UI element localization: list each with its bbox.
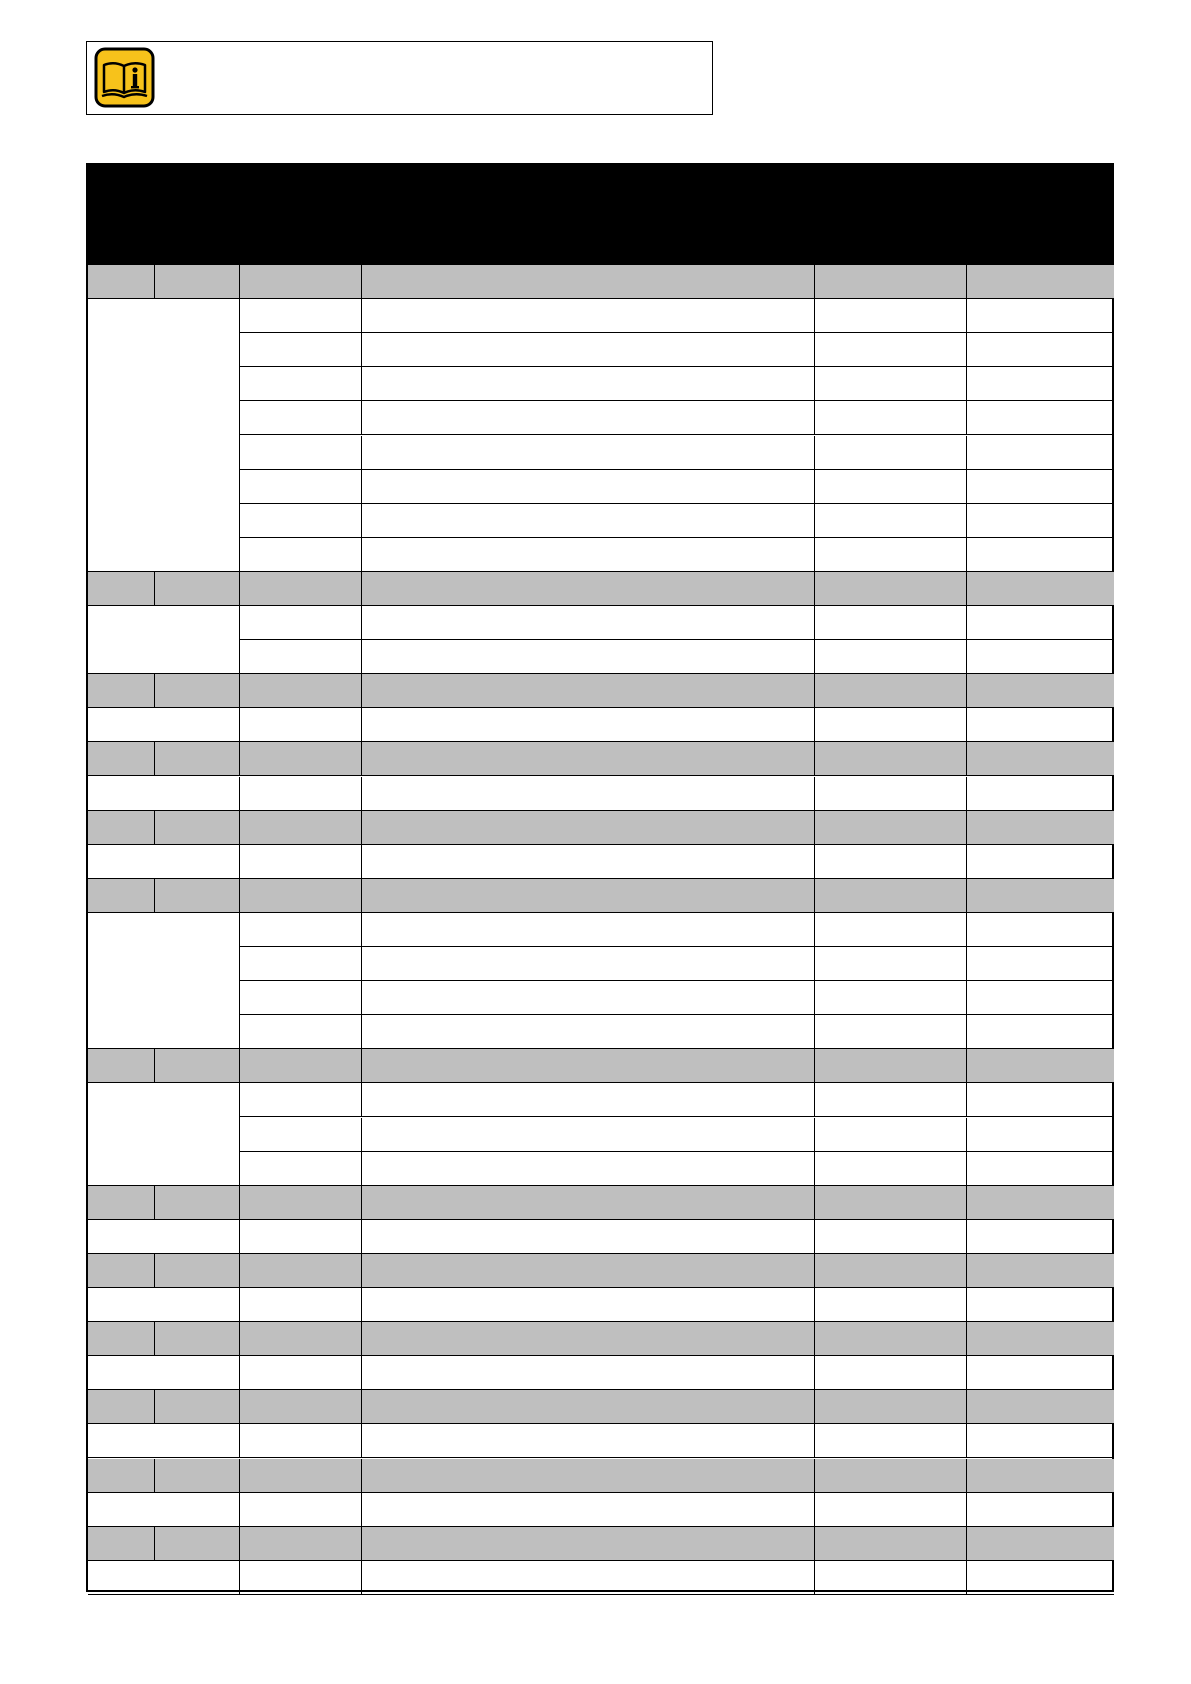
table-row-cell — [967, 1083, 1114, 1117]
table-row-cell — [362, 401, 815, 435]
section-header-cell — [155, 1322, 240, 1356]
section-header-cell — [88, 742, 155, 776]
table-row-cell — [815, 1152, 967, 1186]
section-header-cell — [240, 742, 362, 776]
section-header-cell — [362, 879, 815, 913]
table-row-cell — [362, 333, 815, 367]
table-row-cell — [240, 606, 362, 640]
table-row-cell — [240, 299, 362, 333]
section-header-cell — [967, 879, 1114, 913]
section-header-cell — [88, 674, 155, 708]
section-group-cell — [88, 1424, 240, 1458]
section-header-cell — [240, 1186, 362, 1220]
table-row-cell — [362, 1083, 815, 1117]
table-row-cell — [362, 640, 815, 674]
section-header-cell — [240, 811, 362, 845]
table-row-cell — [815, 470, 967, 504]
section-header-cell — [240, 572, 362, 606]
table-row-cell — [967, 299, 1114, 333]
table-row-cell — [362, 538, 815, 572]
section-header-cell — [815, 879, 967, 913]
table-header-band — [88, 165, 1112, 265]
table-row-cell — [967, 333, 1114, 367]
section-header-cell — [240, 1254, 362, 1288]
section-header-cell — [815, 572, 967, 606]
table-row-cell — [240, 1493, 362, 1527]
section-header-cell — [88, 1186, 155, 1220]
table-row-cell — [815, 777, 967, 811]
section-group-cell — [88, 1493, 240, 1527]
section-header-cell — [88, 879, 155, 913]
section-header-cell — [240, 1459, 362, 1493]
table-row-cell — [240, 470, 362, 504]
table-row-cell — [240, 1561, 362, 1595]
section-header-cell — [815, 1254, 967, 1288]
section-header-cell — [815, 1459, 967, 1493]
section-header-cell — [967, 1390, 1114, 1424]
table-row-cell — [240, 1083, 362, 1117]
section-header-cell — [815, 1322, 967, 1356]
table-row-cell — [240, 845, 362, 879]
table-row-cell — [967, 401, 1114, 435]
section-header-cell — [155, 265, 240, 299]
table-row-cell — [815, 845, 967, 879]
table-row-cell — [967, 708, 1114, 742]
section-header-cell — [155, 811, 240, 845]
section-header-cell — [967, 1322, 1114, 1356]
table-row-cell — [815, 640, 967, 674]
table-row-cell — [240, 913, 362, 947]
section-group-cell — [88, 708, 240, 742]
table-row-cell — [240, 401, 362, 435]
table-row-cell — [815, 1561, 967, 1595]
section-header-cell — [155, 1254, 240, 1288]
table-row-cell — [362, 436, 815, 470]
section-group-cell — [88, 845, 240, 879]
table-row-cell — [240, 981, 362, 1015]
table-row-cell — [815, 1424, 967, 1458]
section-header-cell — [240, 1390, 362, 1424]
table-row-cell — [362, 1015, 815, 1049]
section-header-cell — [88, 1049, 155, 1083]
table-row-cell — [815, 1083, 967, 1117]
section-header-cell — [967, 1527, 1114, 1561]
table-row-cell — [240, 1356, 362, 1390]
table-row-cell — [240, 1015, 362, 1049]
table-row-cell — [362, 1356, 815, 1390]
table-row-cell — [815, 1288, 967, 1322]
table-row-cell — [815, 367, 967, 401]
section-header-cell — [155, 742, 240, 776]
section-group-cell — [88, 1561, 240, 1595]
table-row-cell — [815, 504, 967, 538]
table-row-cell — [815, 1015, 967, 1049]
table-row-cell — [967, 1493, 1114, 1527]
table-row-cell — [815, 947, 967, 981]
section-header-cell — [88, 1390, 155, 1424]
section-header-cell — [362, 1390, 815, 1424]
table-row-cell — [967, 640, 1114, 674]
section-header-cell — [362, 742, 815, 776]
section-header-cell — [240, 674, 362, 708]
section-header-cell — [155, 1459, 240, 1493]
table-row-cell — [240, 504, 362, 538]
table-row-cell — [815, 1356, 967, 1390]
table-row-cell — [815, 401, 967, 435]
section-group-cell — [88, 777, 240, 811]
table-row-cell — [362, 504, 815, 538]
section-header-cell — [88, 811, 155, 845]
table-row-cell — [815, 299, 967, 333]
table-row-cell — [967, 1220, 1114, 1254]
table-row-cell — [967, 1015, 1114, 1049]
section-header-cell — [967, 811, 1114, 845]
table-row-cell — [240, 640, 362, 674]
manual-info-icon — [94, 47, 155, 108]
section-header-cell — [88, 1459, 155, 1493]
section-group-cell — [88, 1288, 240, 1322]
section-header-cell — [967, 1049, 1114, 1083]
section-header-cell — [155, 1186, 240, 1220]
table-row-cell — [362, 947, 815, 981]
table-row-cell — [362, 470, 815, 504]
section-header-cell — [815, 1049, 967, 1083]
section-header-cell — [362, 1049, 815, 1083]
table-row-cell — [967, 947, 1114, 981]
table-row-cell — [362, 1220, 815, 1254]
section-group-cell — [88, 606, 240, 674]
section-header-cell — [967, 1186, 1114, 1220]
section-group-cell — [88, 299, 240, 572]
section-group-cell — [88, 913, 240, 1049]
table-row-cell — [240, 333, 362, 367]
section-header-cell — [155, 1527, 240, 1561]
table-row-cell — [967, 845, 1114, 879]
table-row-cell — [240, 1118, 362, 1152]
section-header-cell — [362, 674, 815, 708]
table-row-cell — [815, 606, 967, 640]
table-row-cell — [362, 1288, 815, 1322]
section-header-cell — [240, 1527, 362, 1561]
section-header-cell — [155, 674, 240, 708]
section-header-cell — [967, 572, 1114, 606]
table-row-cell — [362, 708, 815, 742]
table-row-cell — [362, 981, 815, 1015]
section-header-cell — [155, 1390, 240, 1424]
table-row-cell — [362, 1118, 815, 1152]
table-row-cell — [362, 1493, 815, 1527]
table-row-cell — [240, 1288, 362, 1322]
section-header-cell — [362, 1186, 815, 1220]
section-header-cell — [362, 572, 815, 606]
table-row-cell — [967, 470, 1114, 504]
section-header-cell — [88, 572, 155, 606]
table-row-cell — [967, 981, 1114, 1015]
table-row-cell — [815, 708, 967, 742]
table-row-cell — [362, 299, 815, 333]
table-row-cell — [815, 1220, 967, 1254]
section-header-cell — [155, 1049, 240, 1083]
section-header-cell — [88, 265, 155, 299]
table-row-cell — [362, 606, 815, 640]
info-box — [86, 41, 713, 115]
table-row-cell — [240, 538, 362, 572]
section-header-cell — [362, 265, 815, 299]
table-row-cell — [967, 1561, 1114, 1595]
table-row-cell — [362, 367, 815, 401]
section-header-cell — [967, 265, 1114, 299]
table-row-cell — [240, 1424, 362, 1458]
table-row-cell — [240, 1220, 362, 1254]
section-header-cell — [240, 1049, 362, 1083]
table-row-cell — [240, 708, 362, 742]
section-header-cell — [362, 1254, 815, 1288]
table-row-cell — [362, 845, 815, 879]
table-row-cell — [815, 1118, 967, 1152]
section-header-cell — [967, 742, 1114, 776]
table-row-cell — [967, 606, 1114, 640]
table-row-cell — [815, 913, 967, 947]
table-row-cell — [362, 777, 815, 811]
section-header-cell — [88, 1527, 155, 1561]
section-header-cell — [967, 1254, 1114, 1288]
section-header-cell — [967, 674, 1114, 708]
table-row-cell — [362, 1424, 815, 1458]
table-row-cell — [967, 436, 1114, 470]
table-row-cell — [815, 1493, 967, 1527]
table-row-cell — [967, 504, 1114, 538]
table-row-cell — [240, 947, 362, 981]
section-header-cell — [815, 1186, 967, 1220]
section-header-cell — [88, 1322, 155, 1356]
table-row-cell — [967, 1424, 1114, 1458]
table-row-cell — [967, 538, 1114, 572]
section-header-cell — [155, 879, 240, 913]
table-row-cell — [240, 436, 362, 470]
table-row-cell — [362, 1152, 815, 1186]
section-group-cell — [88, 1356, 240, 1390]
table-row-cell — [967, 1356, 1114, 1390]
section-header-cell — [240, 1322, 362, 1356]
table-row-cell — [815, 333, 967, 367]
section-header-cell — [815, 742, 967, 776]
section-header-cell — [362, 1527, 815, 1561]
section-header-cell — [362, 1459, 815, 1493]
table-row-cell — [967, 777, 1114, 811]
section-header-cell — [815, 811, 967, 845]
section-header-cell — [240, 265, 362, 299]
section-header-cell — [362, 1322, 815, 1356]
table-row-cell — [967, 367, 1114, 401]
section-header-cell — [362, 811, 815, 845]
section-header-cell — [815, 265, 967, 299]
section-header-cell — [967, 1459, 1114, 1493]
section-group-cell — [88, 1083, 240, 1185]
section-header-cell — [815, 1390, 967, 1424]
section-header-cell — [815, 1527, 967, 1561]
table-row-cell — [967, 1288, 1114, 1322]
section-header-cell — [815, 674, 967, 708]
specification-table — [86, 163, 1114, 1592]
section-header-cell — [155, 572, 240, 606]
section-group-cell — [88, 1220, 240, 1254]
table-row-cell — [815, 538, 967, 572]
table-row-cell — [815, 981, 967, 1015]
table-row-cell — [362, 913, 815, 947]
table-row-cell — [240, 367, 362, 401]
table-row-cell — [967, 1152, 1114, 1186]
table-row-cell — [240, 777, 362, 811]
table-row-cell — [815, 436, 967, 470]
section-header-cell — [240, 879, 362, 913]
table-row-cell — [967, 913, 1114, 947]
table-row-cell — [362, 1561, 815, 1595]
table-row-cell — [240, 1152, 362, 1186]
table-row-cell — [967, 1118, 1114, 1152]
section-header-cell — [88, 1254, 155, 1288]
